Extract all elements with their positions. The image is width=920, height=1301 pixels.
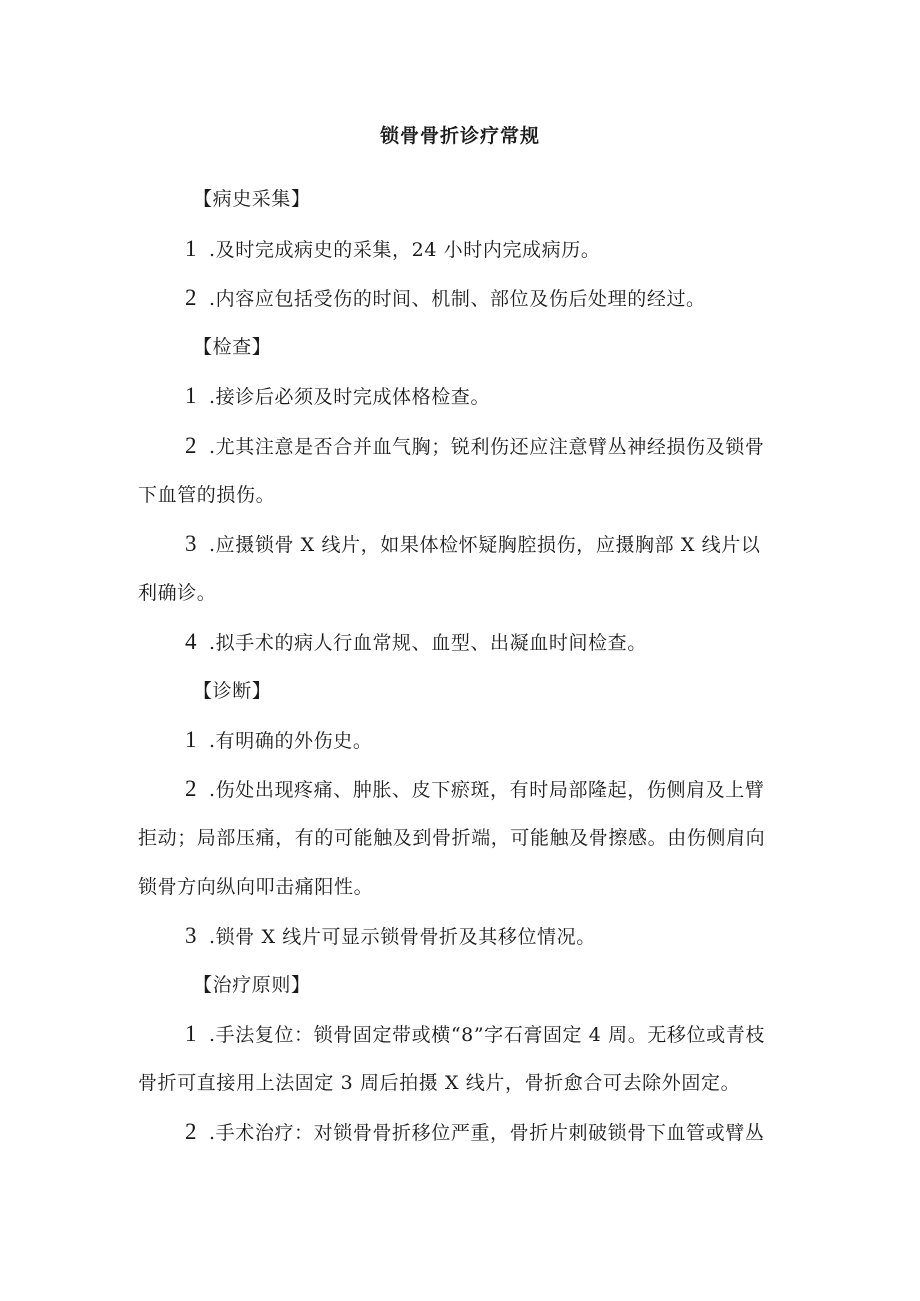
list-item — [185, 627, 835, 658]
item-continuation: 拒动；局部压痛，有的可能触及到骨折端，可能触及骨擦感。由伤侧肩向 — [138, 827, 766, 849]
list-item — [185, 725, 835, 756]
item-continuation: 骨折可直接用上法固定 3 周后拍摄 X 线片，骨折愈合可去除外固定。 — [138, 1072, 741, 1094]
item-text: .内容应包括受伤的时间、机制、部位及伤后处理的经过。 — [209, 288, 706, 310]
item-number: 3 — [185, 531, 198, 556]
item-text: .应摄锁骨 X 线片，如果体检怀疑胸腔损伤，应摄胸部 X 线片以 — [209, 534, 761, 556]
item-text: .接诊后必须及时完成体格检查。 — [209, 386, 491, 408]
item-number: 2 — [185, 1119, 198, 1144]
item-continuation: 锁骨方向纵向叩击痛阳性。 — [138, 876, 374, 898]
section-heading-diagnosis: 【诊断】 — [193, 680, 272, 702]
list-item — [185, 234, 835, 265]
item-number: 4 — [185, 629, 198, 654]
list-item — [185, 283, 835, 314]
list-item — [185, 1019, 835, 1050]
item-number: 2 — [185, 285, 198, 310]
item-number: 1 — [185, 383, 198, 408]
list-item — [185, 529, 835, 560]
item-text: .尤其注意是否合并血气胸；锐利伤还应注意臂丛神经损伤及锁骨 — [209, 436, 765, 458]
page-title: 锁骨骨折诊疗常规 — [379, 125, 540, 147]
section-heading-examination: 【检查】 — [193, 336, 272, 358]
item-number: 1 — [185, 727, 198, 752]
item-number: 3 — [185, 923, 198, 948]
list-item — [185, 381, 835, 412]
section-heading-treatment: 【治疗原则】 — [193, 974, 311, 996]
item-continuation: 下血管的损伤。 — [138, 484, 276, 506]
item-text: .伤处出现疼痛、肿胀、皮下瘀斑，有时局部隆起，伤侧肩及上臂 — [209, 779, 765, 801]
item-text: .拟手术的病人行血常规、血型、出凝血时间检查。 — [209, 632, 647, 654]
item-number: 1 — [185, 1021, 198, 1046]
item-text: .及时完成病史的采集，24 小时内完成病历。 — [209, 239, 601, 261]
list-item — [185, 774, 835, 805]
item-number: 1 — [185, 236, 198, 261]
item-number: 2 — [185, 776, 198, 801]
list-item — [185, 1117, 835, 1148]
section-heading-history: 【病史采集】 — [193, 188, 311, 210]
item-text: .锁骨 X 线片可显示锁骨骨折及其移位情况。 — [209, 926, 596, 948]
item-text: .有明确的外伤史。 — [209, 730, 373, 752]
item-text: .手法复位：锁骨固定带或横“8”字石膏固定 4 周。无移位或青枝 — [209, 1024, 765, 1046]
item-number: 2 — [185, 433, 198, 458]
item-continuation: 利确诊。 — [138, 582, 217, 604]
item-text: .手术治疗：对锁骨骨折移位严重，骨折片刺破锁骨下血管或臂丛 — [209, 1122, 765, 1144]
list-item — [185, 431, 835, 462]
list-item — [185, 921, 835, 952]
